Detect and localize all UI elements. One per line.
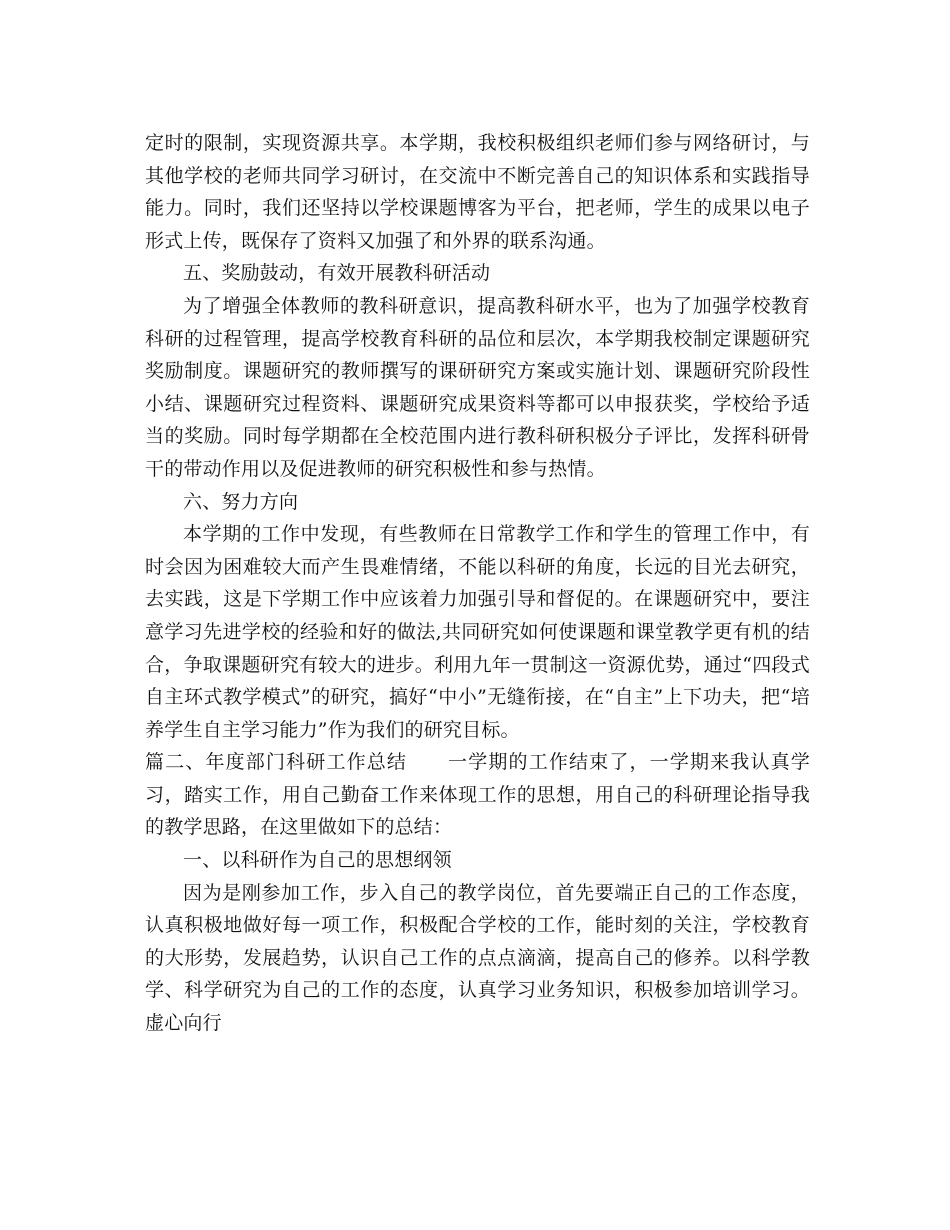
heading-research-guideline: 一、以科研作为自己的思想纲领: [183, 849, 452, 872]
section-two-title: 篇二、年度部门科研工作总结: [145, 751, 408, 774]
heading-section-five: 五、奖励鼓动，有效开展教科研活动: [183, 262, 491, 285]
paragraph-future-direction: 本学期的工作中发现，有些教师在日常教学工作和学生的管理工作中，有时会因为困难较大而产生畏难情绪，不能以科研的角度，长远的目光去研究，去实践，这是下学期工作中应该着力加强引导和督促的。在课题研究中，要注意学习先进学校的经验和好的做法,共同研究如何使课题和课堂教学更有机的结合，争取课题研究有较大的进步。利用九年一贯制这一资源优势，通过“四段式自主环式教学模式”的研究，搞好“中小”无缝衔接，在“自主”上下功夫，把“培养学生自主学习能力”作为我们的研究目标。: [145, 523, 810, 741]
section-two-intro-text: 一学期的工作结束了，一学期来我认真学习，踏实工作，用自己勤奋工作来体现工作的思想，用自己的科研理论指导我的教学思路，在这里做如下的总结：: [145, 751, 810, 839]
document-body: [145, 127, 810, 1040]
section-two-intro: [145, 746, 810, 844]
paragraph-reward-system: 为了增强全体教师的教科研意识，提高教科研水平，也为了加强学校教育科研的过程管理，提高学校教育科研的品位和层次，本学期我校制定课题研究奖励制度。课题研究的教师撰写的课研研究方案或实施计划、课题研究阶段性小结、课题研究过程资料、课题研究成果资料等都可以申报获奖，学校给予适当的奖励。同时每学期都在全校范围内进行教科研积极分子评比，发挥科研骨干的带动作用以及促进教师的研究积极性和参与热情。: [145, 294, 810, 480]
paragraph-resource-sharing: 定时的限制，实现资源共享。本学期，我校积极组织老师们参与网络研讨，与其他学校的老师共同学习研讨，在交流中不断完善自己的知识体系和实践指导能力。同时，我们还坚持以学校课题博客为平台，把老师，学生的成果以电子形式上传，既保存了资料又加强了和外界的联系沟通。: [145, 132, 810, 252]
heading-section-six: 六、努力方向: [183, 490, 299, 513]
paragraph-work-attitude: 因为是刚参加工作，步入自己的教学岗位，首先要端正自己的工作态度，认真积极地做好每一项工作，积极配合学校的工作，能时刻的关注，学校教育的大形势，发展趋势，认识自己工作的点点滴滴，提高自己的修养。以科学教学、科学研究为自己的工作的态度，认真学习业务知识，积极参加培训学习。虚心向行: [145, 881, 810, 1035]
